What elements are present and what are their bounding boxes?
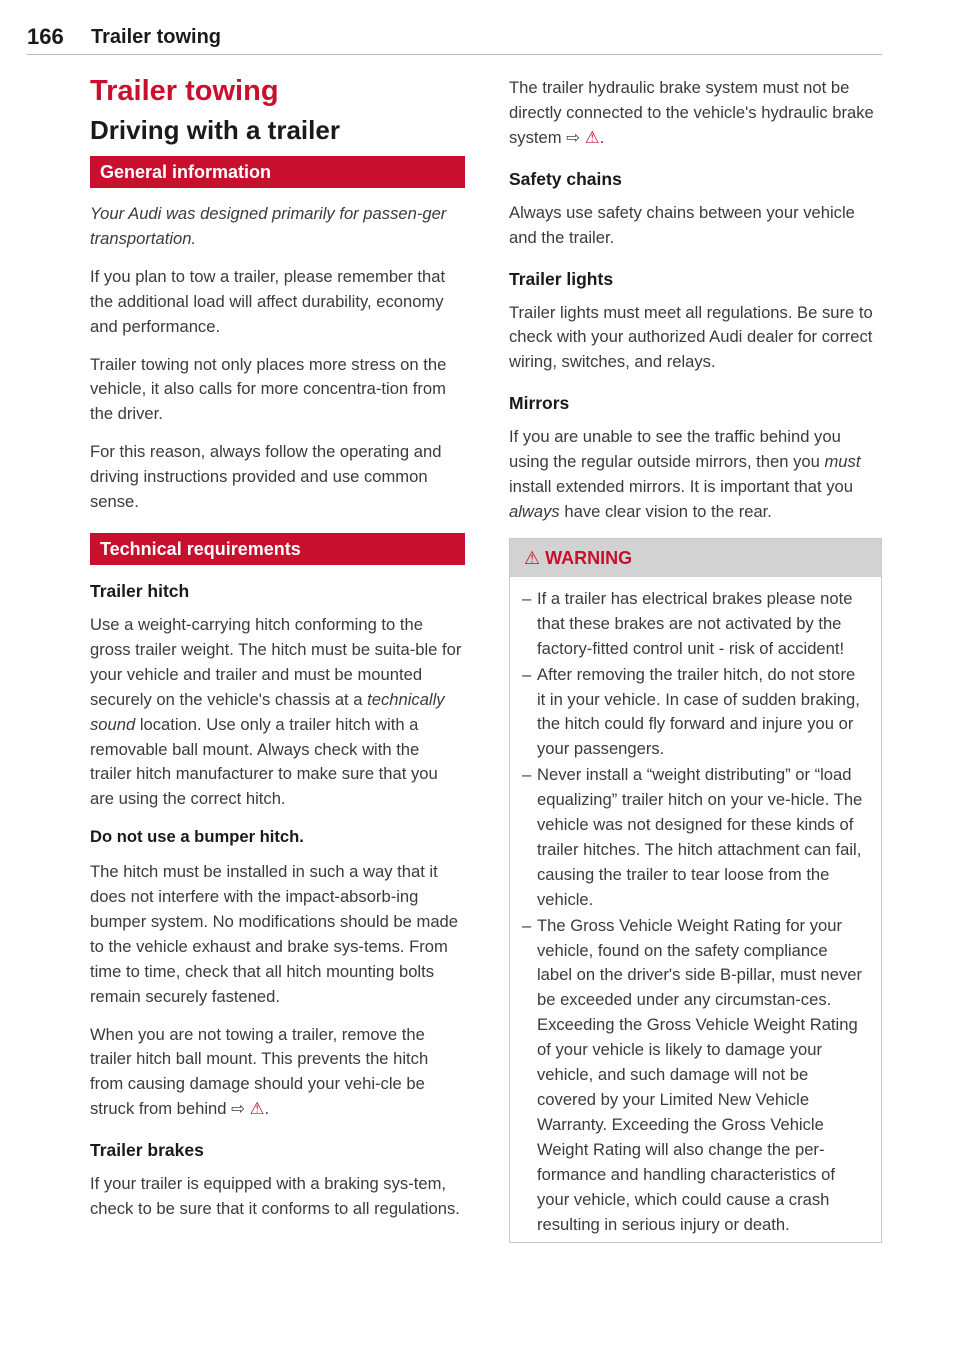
trailer-hitch-heading: Trailer hitch [90, 580, 190, 601]
hitch-text-a: Use a weight-carrying hitch conforming to the gross trailer weight. The hitch must be suita-ble for your vehicle and trailer and must be mounted securely on the vehicle's chassis at a [90, 614, 462, 709]
right-arrow-icon: ⇨ [231, 1099, 246, 1119]
hitch-paragraph [90, 613, 465, 812]
left-column [90, 72, 465, 1235]
mirrors-paragraph [509, 425, 882, 525]
right-column [509, 76, 882, 1243]
hitch-text-b: location. Use only a trailer hitch with a removable ball mount. Always check with the trailer hitch manufacturer to make sure that you are using the correct hitch. [90, 714, 438, 809]
hydraulic-brake-paragraph: The trailer hydraulic brake system must not be directly connected to the vehicle's hydraulic brake system ⇨ ⚠. [509, 78, 874, 147]
brakes-paragraph: If your trailer is equipped with a braking sys-tem, check to be sure that it conforms to all regulations. [90, 1174, 460, 1219]
mirrors-text-b: install extended mirrors. It is important that you [509, 477, 854, 497]
trailer-lights-heading: Trailer lights [509, 268, 614, 289]
list-item: – After removing the trailer hitch, do not store it in your vehicle. In case of sudden braking, the hitch could fly forward and injure you or your passengers. [522, 664, 860, 759]
hitch-install-paragraph: The hitch must be installed in such a way that it does not interfere with the impact-absorb-ing bumper system. No modifications should be made to the vehicle exhaust and brake sys-tems. From time to time, check that all hitch mounting bolts remain securely fastened. [90, 862, 459, 1006]
mirrors-always: always [509, 501, 560, 521]
mirrors-heading: Mirrors [509, 393, 570, 414]
warning-triangle-icon: ⚠ [524, 547, 541, 568]
warning-triangle-icon: ⚠ [249, 1099, 265, 1119]
trailer-brakes-heading: Trailer brakes [90, 1140, 204, 1161]
list-item: – The Gross Vehicle Weight Rating for your vehicle, found on the safety compliance label on the driver's side B-pillar, must never be exceeded under any circumstan-ces. Exceeding the Gross Vehicle Weight Rating of your vehicle is likely to damage your vehicle, and such damage will not be covered by your Limited New Vehicle Warranty. Exceeding the Gross Vehicle Weight Rating will also change the per-formance and handling characteristics of your vehicle, which could cause a crash resulting in serious injury or death. [522, 915, 863, 1234]
hitch-remove-text: When you are not towing a trailer, remove the trailer hitch ball mount. This prevents the hitch from causing damage should your vehi-cle be struck from behind [90, 1024, 429, 1119]
mirrors-text-a: If you are unable to see the traffic behind you using the regular outside mirrors, then you [509, 427, 841, 472]
page-header [27, 22, 882, 55]
bumper-hitch-heading: Do not use a bumper hitch. [90, 827, 304, 847]
safety-chains-heading: Safety chains [509, 168, 622, 189]
list-item: – If a trailer has electrical brakes please note that these brakes are not activated by the factory-fitted control unit - risk of accident! [522, 588, 853, 658]
warning-item-text: If a trailer has electrical brakes please note that these brakes are not activated by the factory-fitted control unit - risk of accident! [537, 588, 853, 658]
paragraph-instructions: For this reason, always follow the operating and driving instructions provided and use common sense. [90, 442, 442, 512]
running-section-title: Trailer towing [91, 26, 222, 48]
warning-item-text: Never install a “weight distributing” or “load equalizing” trailer hitch on your ve-hicle. The vehicle was not designed for these kinds of trailer hitches. The hitch attachment can fail, causing the trailer to tear loose from the vehicle. [537, 765, 863, 909]
intro-paragraph: Your Audi was designed primarily for passen-ger transportation. [90, 204, 447, 248]
hitch-text-italic: technically sound [90, 689, 445, 734]
warning-list [510, 577, 881, 1243]
page-number: 166 [27, 24, 64, 49]
safety-chains-paragraph: Always use safety chains between your vehicle and the trailer. [509, 202, 855, 247]
warning-header [510, 539, 881, 577]
hitch-remove-paragraph: When you are not towing a trailer, remove the trailer hitch ball mount. This prevents the hitch from causing damage should your vehi-cle be struck from behind ⇨ ⚠. [90, 1024, 429, 1119]
technical-requirements-heading: Technical requirements [90, 533, 465, 565]
mirrors-text-c: have clear vision to the rear. [564, 501, 772, 521]
warning-triangle-icon: ⚠ [584, 127, 600, 147]
section-title: Driving with a trailer [90, 115, 340, 145]
hydraulic-brake-text: The trailer hydraulic brake system must not be directly connected to the vehicle's hydraulic brake system [509, 78, 874, 147]
warning-box [509, 538, 882, 1244]
warning-item-text: The Gross Vehicle Weight Rating for your vehicle, found on the safety compliance label on the driver's side B-pillar, must never be exceeded under any circumstan-ces. Exceeding the Gross Vehicle Weight Rating of your vehicle is likely to damage your vehicle, and such damage will not be covered by your Limited New Vehicle Warranty. Exceeding the Gross Vehicle Weight Rating will also change the per-formance and handling characteristics of your vehicle, which could cause a crash resulting in serious injury or death. [537, 915, 863, 1234]
mirrors-must: must [824, 452, 861, 472]
list-item: – Never install a “weight distributing” or “load equalizing” trailer hitch on your ve-hicle. The vehicle was not designed for these kinds of trailer hitches. The hitch attachment can fail, causing the trailer to tear loose from the vehicle. [522, 765, 863, 909]
warning-item-text: After removing the trailer hitch, do not store it in your vehicle. In case of sudden braking, the hitch could fly forward and injure you or your passengers. [537, 664, 860, 759]
warning-title: WARNING [545, 547, 633, 568]
general-information-heading: General information [90, 156, 465, 188]
right-arrow-icon: ⇨ [566, 127, 581, 147]
trailer-lights-paragraph: Trailer lights must meet all regulations. Be sure to check with your authorized Audi dealer for correct wiring, switches, and relays. [509, 302, 873, 372]
chapter-title: Trailer towing [90, 75, 279, 107]
paragraph-stress: Trailer towing not only places more stress on the vehicle, it also calls for more concentra-tion from the driver. [90, 354, 447, 424]
paragraph-load: If you plan to tow a trailer, please remember that the additional load will affect durability, economy and performance. [90, 266, 446, 336]
